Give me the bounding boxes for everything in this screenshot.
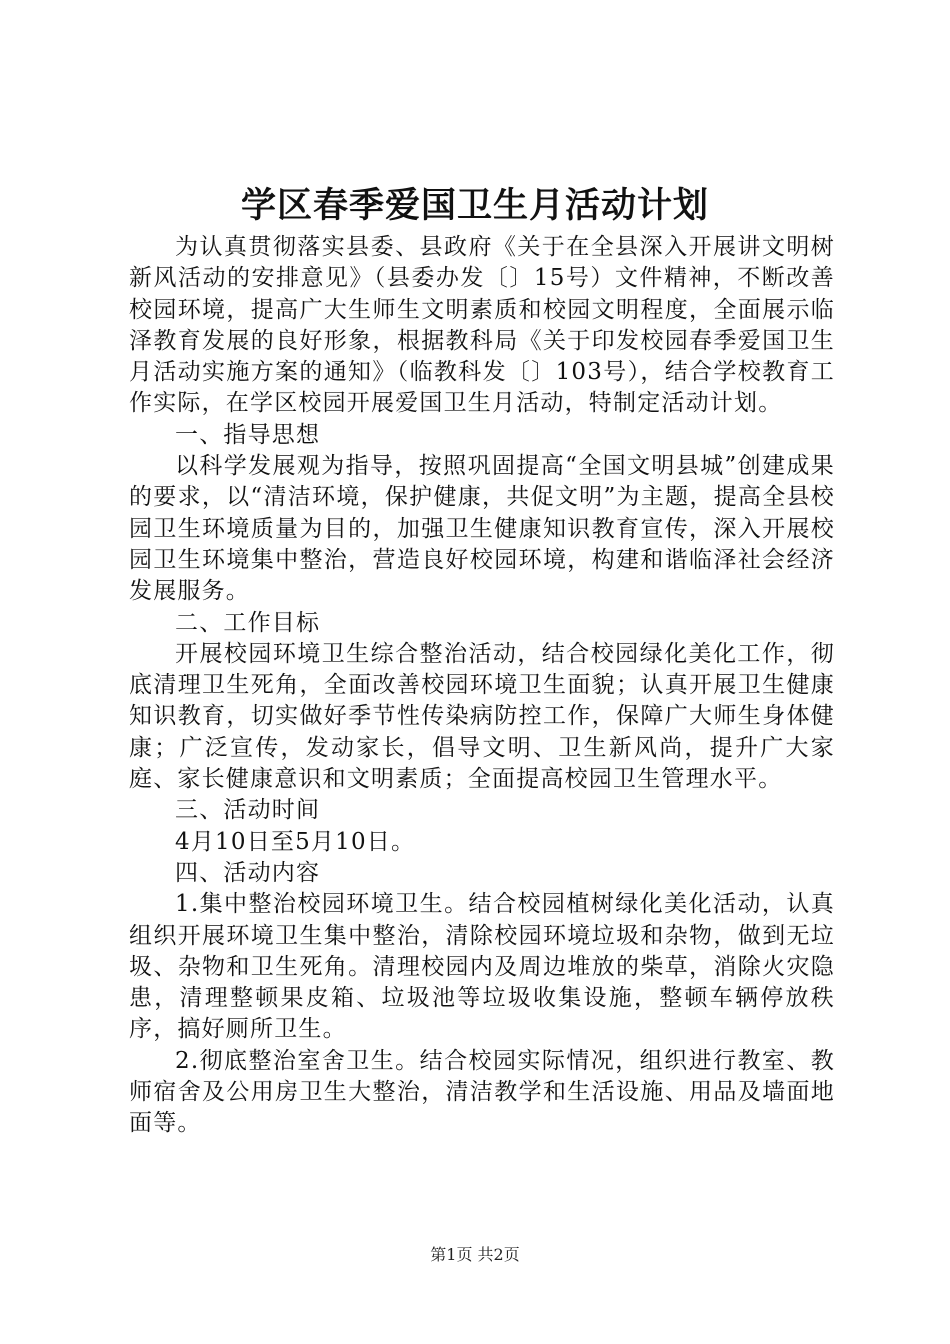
document-title: 学区春季爱国卫生月活动计划 [240,186,709,226]
section-heading-activity-content: 四、活动内容 [175,859,321,886]
intro-paragraph: 为认真贯彻落实县委、县政府《关于在全县深入开展讲文明树新风活动的安排意见》（县委办发〔〕15号）文件精神，不断改善校园环境，提高广大生师生文明素质和校园文明程度，全面展示临泽教育发展的良好形象，根据教科局《关于印发校园春季爱国卫生月活动实施方案的通知》（临教科发〔〕103号），结合学校教育工作实际，在学区校园开展爱国卫生月活动，特制定活动计划。 [129,234,835,417]
guiding-ideology-paragraph: 以科学发展观为指导，按照巩固提高“全国文明县城”创建成果的要求，以“清洁环境，保护健康，共促文明”为主题，提高全县校园卫生环境质量为目的，加强卫生健康知识教育宣传，深入开展校园卫生环境集中整治，营造良好校园环境，构建和谐临泽社会经济发展服务。 [129,453,835,605]
section-heading-work-goals: 二、工作目标 [175,609,321,636]
activity-content-item-2: 2.彻底整治室舍卫生。结合校园实际情况，组织进行教室、教师宿舍及公用房卫生大整治，清洁教学和生活设施、用品及墙面地面等。 [129,1047,835,1137]
page-number-footer: 第1页 共2页 [430,1245,520,1264]
section-heading-activity-time: 三、活动时间 [175,797,321,824]
work-goals-paragraph: 开展校园环境卫生综合整治活动，结合校园绿化美化工作，彻底清理卫生死角，全面改善校园环境卫生面貌；认真开展卫生健康知识教育，切实做好季节性传染病防控工作，保障广大师生身体健康；广泛宣传，发动家长，倡导文明、卫生新风尚，提升广大家庭、家长健康意识和文明素质；全面提高校园卫生管理水平。 [129,640,835,793]
activity-time-paragraph: 4月10日至5月10日。 [175,828,416,855]
section-heading-guiding-ideology: 一、指导思想 [175,421,321,448]
activity-content-item-1: 1.集中整治校园环境卫生。结合校园植树绿化美化活动，认真组织开展环境卫生集中整治，清除校园环境垃圾和杂物，做到无垃圾、杂物和卫生死角。清理校园内及周边堆放的柴草，消除火灾隐患，清理整顿果皮箱、垃圾池等垃圾收集设施，整顿车辆停放秩序，搞好厕所卫生。 [129,891,835,1043]
document-body [129,232,835,1140]
